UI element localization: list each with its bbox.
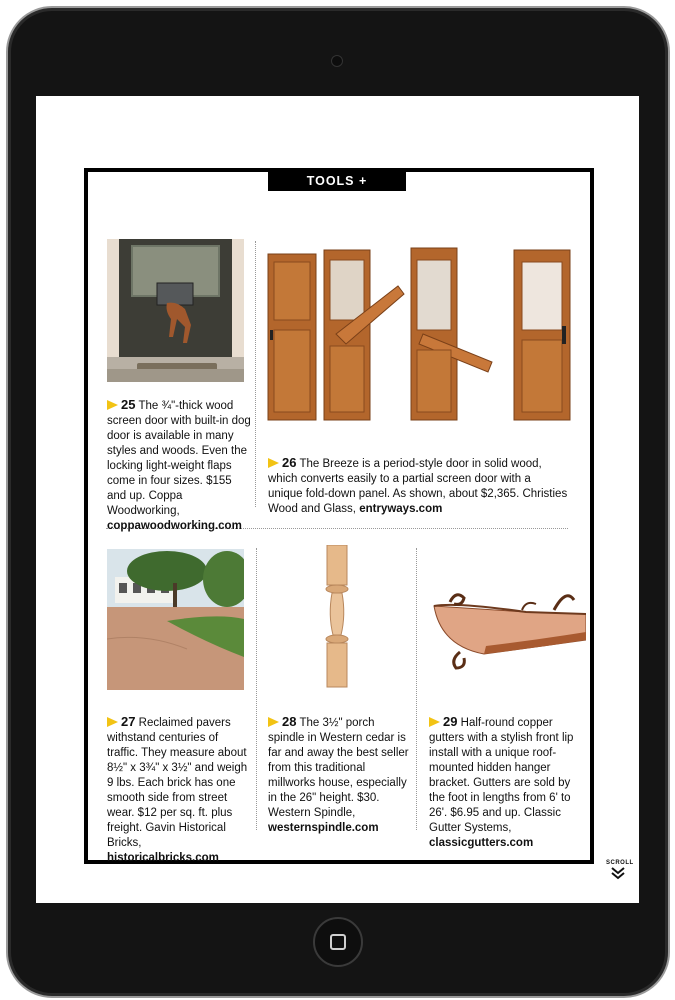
item-25: 25 The ¾"-thick wood screen door with built-in dog door is available in many styles and woods. Even the locking light-weight flaps come in four sizes. $155 and up. Coppa Woodworking, coppawoodworking.com	[107, 397, 251, 532]
item-27: 27 Reclaimed pavers withstand centuries of traffic. They measure about 8½" x 3¾" x 3½" and weigh 9 lbs. Each brick has one smooth side from street wear. $12 per sq. ft. plus freight. Gavin Historical Bricks, historicalbricks.com	[107, 714, 248, 864]
dog-door-image	[107, 239, 244, 382]
arrow-icon	[107, 717, 118, 727]
screen	[36, 96, 639, 903]
scroll-label: SCROLL	[606, 860, 634, 866]
camera-icon	[331, 55, 343, 67]
arrow-icon	[268, 458, 279, 468]
column-divider	[416, 548, 417, 830]
arrow-icon	[107, 400, 118, 410]
section-title: TOOLS + MATERIALS	[268, 171, 406, 191]
arrow-icon	[429, 717, 440, 727]
item-link[interactable]: classicgutters.com	[429, 837, 534, 849]
home-button[interactable]	[313, 917, 363, 967]
arrow-icon	[268, 717, 279, 727]
home-button-icon	[330, 934, 346, 950]
item-29: 29 Half-round copper gutters with a stylish front lip install with a unique roof-mounted hidden hanger bracket. Gutters are sold by the foot in lengths from 6' to 26'. $6.95 and up. Classic Gutter Systems, classicgutters.com	[429, 714, 574, 849]
scroll-down-icon[interactable]	[611, 866, 625, 880]
pavers-image	[107, 549, 244, 690]
item-link[interactable]: westernspindle.com	[268, 822, 379, 834]
item-link[interactable]: historicalbricks.com	[107, 852, 219, 864]
item-26: 26 The Breeze is a period-style door in solid wood, which converts easily to a partial screen door with a unique fold-down panel. As shown, about $2,365. Christies Wood and Glass, entryways.com	[268, 455, 568, 515]
item-link[interactable]: entryways.com	[359, 503, 443, 515]
breeze-door-image	[266, 246, 571, 424]
item-link[interactable]: coppawoodworking.com	[107, 520, 242, 532]
item-28: 28 The 3½" porch spindle in Western cedar is far and away the best seller from this traditional millworks house, especially in the 26" height. $30. Western Spindle, westernspindle.com	[268, 714, 409, 834]
column-divider	[255, 241, 256, 507]
column-divider	[256, 548, 257, 830]
copper-gutter-image	[426, 584, 586, 676]
porch-spindle-image	[324, 545, 350, 689]
